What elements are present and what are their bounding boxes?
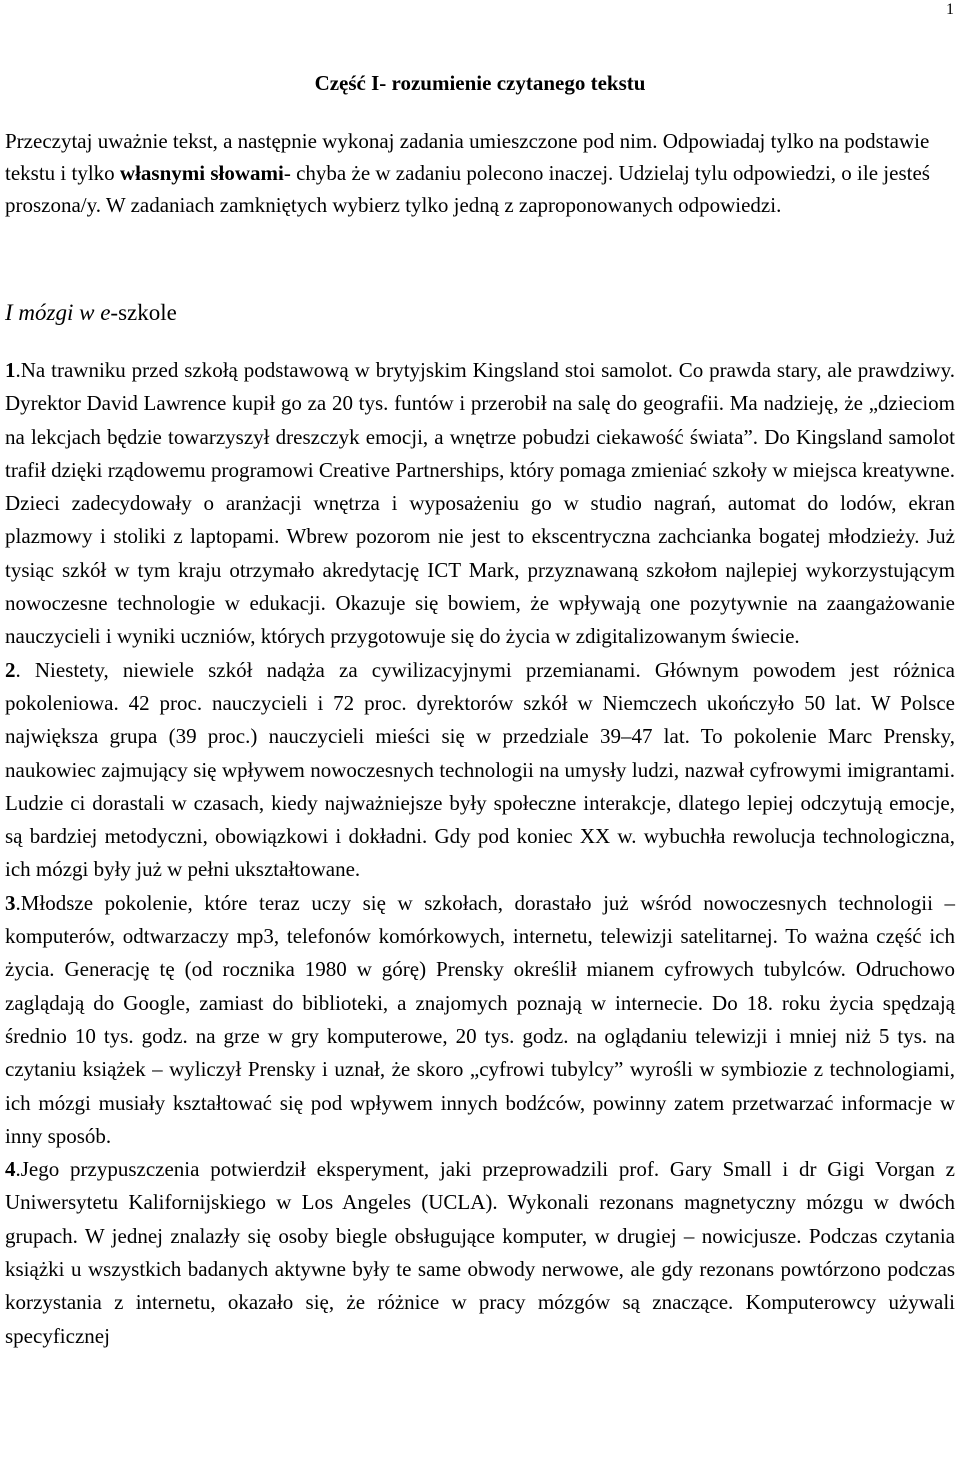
paragraph-text: . Niestety, niewiele szkół nadąża za cywilizacyjnymi przemianami. Głównym powodem jest różnica pokoleniowa. 42 proc. nauczycieli i 72 proc. dyrektorów szkół w Niemczech ukończyło 50 lat. W Polsce największa grupa (39 proc.) nauczycieli mieści się w przedziale 39–47 lat. To pokolenie Marc Prensky, naukowiec zajmujący się wpływem nowoczesnych technologii na umysły ludzi, nazwał cyfrowymi imigrantami. Ludzie ci dorastali w czasach, kiedy najważniejsze były społeczne interakcje, dlatego lepiej odczytują emocje, są bardziej metodyczni, obowiązkowi i dokładni. Gdy pod koniec XX w. wybuchła rewolucja technologiczna, ich mózgi były już w pełni ukształtowane. bbox=[5, 657, 955, 882]
article-title bbox=[5, 298, 177, 328]
article-title-rest: -szkole bbox=[110, 300, 177, 325]
paragraph-1 bbox=[5, 354, 955, 654]
instructions-text-2: - chyba że w zadaniu polecono inaczej. Udzielaj tylu odpowiedzi, o ile jesteś proszona/y. W zadaniach zamkniętych wybierz tylko jedną z zaproponowanych odpowiedzi. bbox=[5, 161, 930, 217]
paragraph-number: 4 bbox=[5, 1157, 16, 1182]
instructions bbox=[5, 125, 955, 221]
paragraph-number: 1 bbox=[5, 358, 16, 382]
paragraph-3 bbox=[5, 887, 955, 1153]
article-body bbox=[5, 354, 955, 1353]
paragraph-text: .Młodsze pokolenie, które teraz uczy się w szkołach, dorastało już wśród nowoczesnych technologii – komputerów, odtwarzaczy mp3, telefonów komórkowych, internetu, telewizji satelitarnej. To ważna część ich życia. Generację tę (od rocznika 1980 w górę) Prensky określił mianem cyfrowych tubylców. Odruchowo zaglądają do Google, zamiast do biblioteki, a znajomych poznają w internecie. Do 18. roku życia spędzają średnio 10 tys. godz. na grze w gry komputerowe, 20 tys. godz. na oglądaniu telewizji i mniej niż 5 tys. na czytaniu książek – wyliczył Prensky i uznał, że skoro „cyfrowi tubylcy” wyrośli w symbiozie z technologiami, ich mózgi musiały kształtować się pod wpływem innych bodźców, powinny zatem przetwarzać informacje w inny sposób. bbox=[5, 890, 955, 1148]
paragraph-number: 2 bbox=[5, 657, 16, 682]
page-number: 1 bbox=[946, 1, 954, 18]
instructions-bold: własnymi słowami bbox=[119, 161, 284, 185]
paragraph-text: .Jego przypuszczenia potwierdził eksperyment, jaki przeprowadzili prof. Gary Small i dr Gigi Vorgan z Uniwersytetu Kalifornijskiego w Los Angeles (UCLA). Wykonali rezonans magnetyczny mózgu w dwóch grupach. W jednej znalazły się osoby biegle obsługujące komputer, w drugiej – nowicjusze. Podczas czytania książki u wszystkich badanych aktywne były te same obwody nerwowe, ale gdy rezonans powtórzono podczas korzystania z internetu, okazało się, że różnice w pracy mózgów są znaczące. Komputerowcy używali specyficznej bbox=[5, 1157, 955, 1348]
article-title-italic: I mózgi w e bbox=[5, 300, 111, 325]
paragraph-2 bbox=[5, 654, 955, 887]
paragraph-number: 3 bbox=[5, 890, 16, 915]
paragraph-4 bbox=[5, 1153, 955, 1353]
instructions-text-1: Przeczytaj uważnie tekst, a następnie wykonaj zadania umieszczone pod nim. Odpowiadaj tylko na podstawie tekstu i tylko bbox=[5, 129, 930, 185]
section-heading: Część I- rozumienie czytanego tekstu bbox=[314, 71, 646, 95]
paragraph-text: .Na trawniku przed szkołą podstawową w brytyjskim Kingsland stoi samolot. Co prawda stary, ale prawdziwy. Dyrektor David Lawrence kupił go za 20 tys. funtów i przerobił na salę do geografii. Ma nadzieję, że „dzieciom na lekcjach będzie towarzyszył dreszczyk emocji, a wnętrze pobudzi ciekawość świata”. Do Kingsland samolot trafił dzięki rządowemu programowi Creative Partnerships, który pomaga zmieniać szkoły w miejsca kreatywne. Dzieci zadecydowały o aranżacji wnętrza i wyposażeniu go w studio nagrań, automat do lodów, ekran plazmowy i stoliki z laptopami. Wbrew pozorom nie jest to ekscentryczna zachcianka bogatej młodzieży. Już tysiąc szkół w tym kraju otrzymało akredytację ICT Mark, przyznawaną szkołom najlepiej wykorzystującym nowoczesne technologie w edukacji. Okazuje się bowiem, że wpływają one pozytywnie na zaangażowanie nauczycieli i wyniki uczniów, których przygotowuje się do życia w zdigitalizowanym świecie. bbox=[5, 358, 955, 649]
